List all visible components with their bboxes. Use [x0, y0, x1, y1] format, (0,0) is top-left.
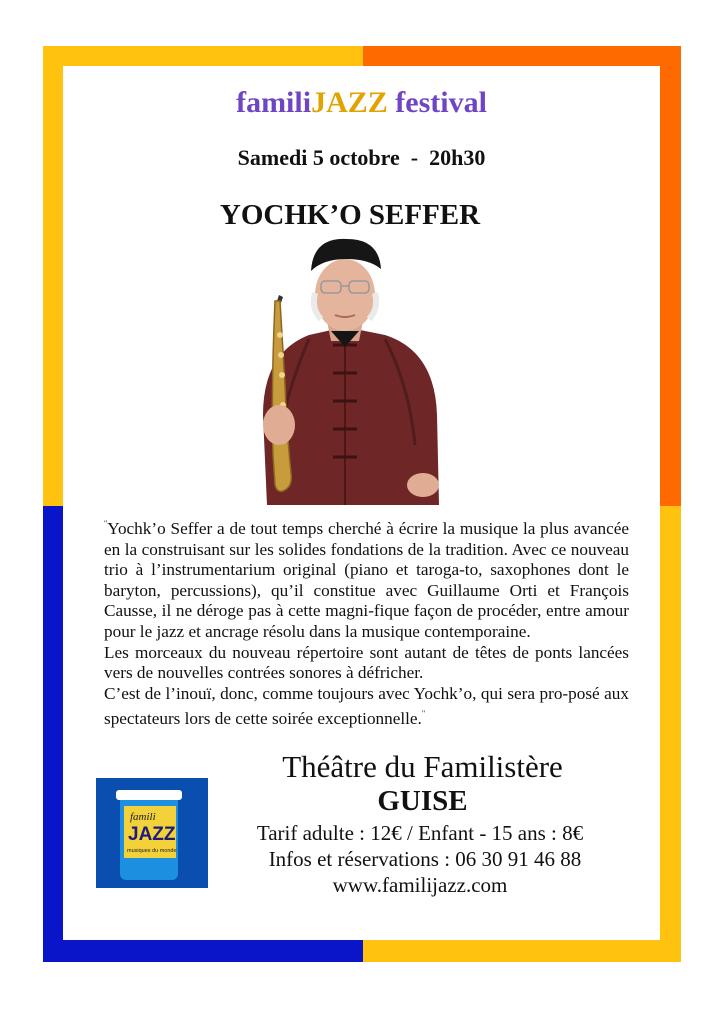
frame-bottom-right-yellow [363, 940, 681, 962]
quote-paragraph-1-text: Yochk’o Seffer a de tout temps cherché à écrire la musique la plus avancée en la construisant sur les solides fondations de la tradition. Avec ce nouveau trio à l’instrumentarium original (piano et taroga-to, saxophones dont le baryton, percussions), qu’il constitue avec Guillaume Orti et François Causse, il ne déroge pas à cette magni-fique façon de procéder, entre amour pour le jazz et ancrage résolu dans la musique contemporaine. [104, 519, 629, 641]
quote-close-mark: " [421, 709, 426, 719]
festival-title-prefix: famili [236, 86, 312, 119]
logo-line-2: JAZZ [128, 824, 176, 845]
festival-title [0, 88, 723, 118]
quote-open-mark: " [104, 519, 108, 528]
familijazz-logo [96, 778, 208, 888]
musician-with-soprano-saxophone-photo [249, 235, 441, 505]
logo-line-1: famili [130, 811, 156, 823]
reservation-phone[interactable]: Infos et réservations : 06 30 91 46 88 [268, 847, 582, 871]
artist-name: YOCHK’O SEFFER [219, 199, 481, 231]
quote-paragraph-1 [104, 514, 629, 643]
ticket-prices: Tarif adulte : 12€ / Enfant - 15 ans : 8€ [256, 821, 584, 845]
frame-right-bottom-yellow [660, 506, 681, 962]
festival-title-jazz: JAZZ [311, 86, 388, 119]
frame-left-bottom-blue [43, 506, 63, 962]
artist-description [104, 514, 629, 730]
frame-top-left-yellow [43, 46, 363, 66]
quote-paragraph-3-text: C’est de l’inouï, donc, comme toujours avec Yochk’o, qui sera pro-posé aux spectateurs lors de cette soirée exceptionnelle. [104, 683, 629, 729]
quote-paragraph-2: Les morceaux du nouveau répertoire sont autant de têtes de ponts lancées vers de nouvelles contrées sonores à défricher. [104, 642, 629, 683]
venue-city: GUISE [377, 785, 468, 817]
festival-title-suffix: festival [387, 86, 487, 119]
event-date: Samedi 5 octobre - 20h30 [237, 145, 486, 170]
frame-bottom-left-blue [43, 940, 363, 962]
frame-top-right-orange [363, 46, 681, 66]
venue-name: Théâtre du Familistère [282, 749, 563, 784]
website-link[interactable]: www.familijazz.com [332, 873, 508, 897]
quote-paragraph-3 [104, 684, 629, 730]
logo-tagline: musiques du monde [127, 848, 177, 854]
